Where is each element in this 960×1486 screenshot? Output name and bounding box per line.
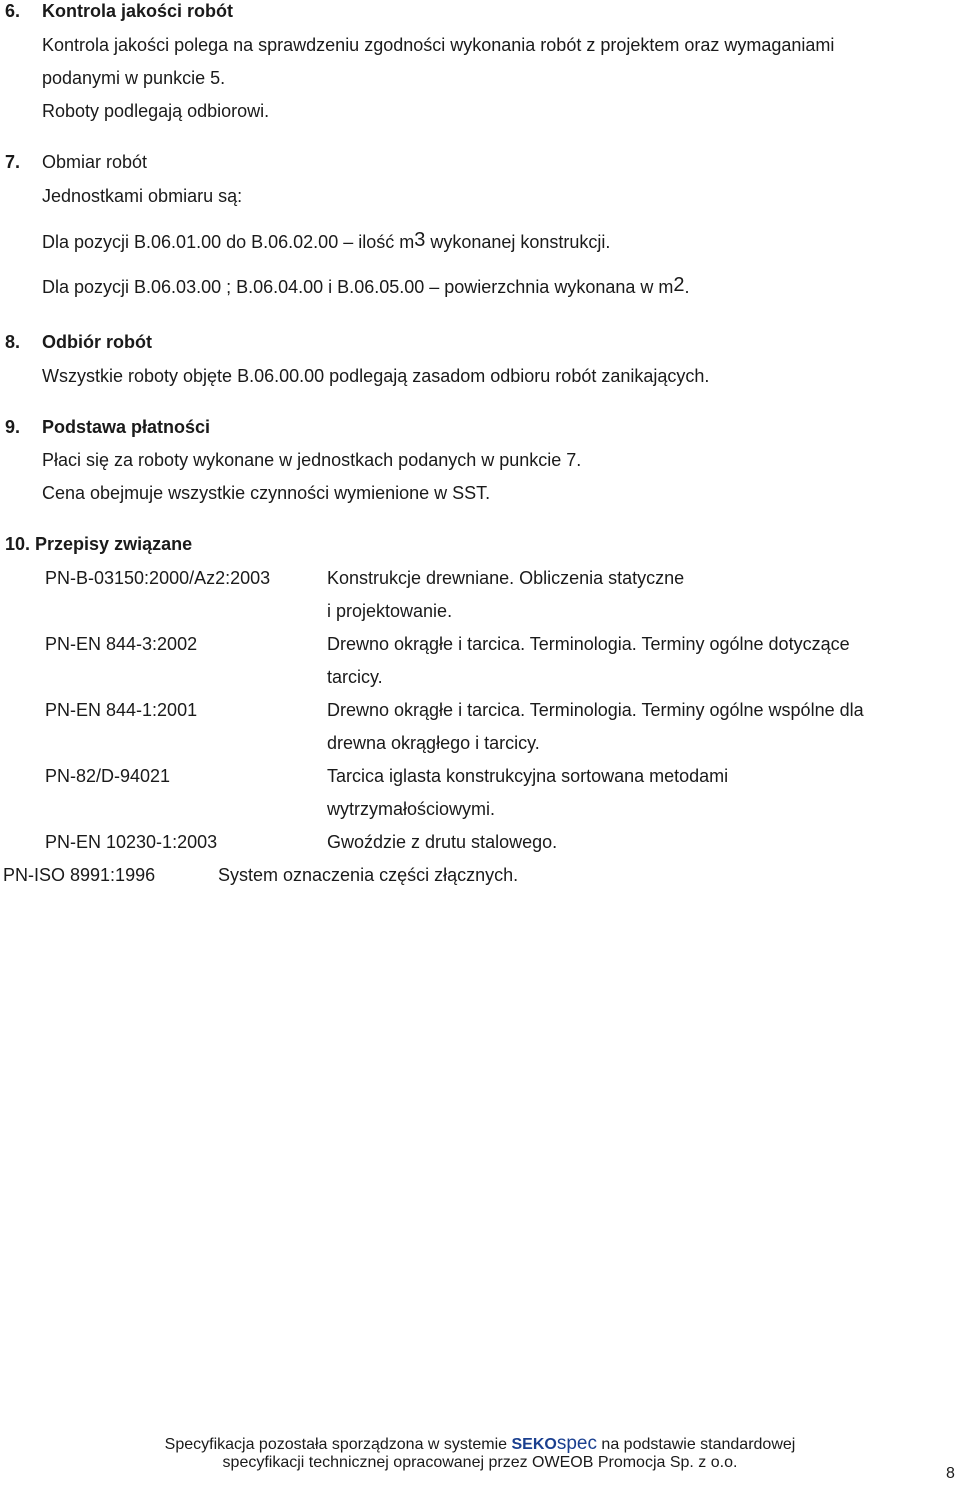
unit-superscript: 2 (673, 274, 685, 296)
ref-description: Tarcica iglasta konstrukcyjna sortowana metodami (327, 766, 729, 786)
section-title: Obmiar robót (42, 152, 148, 172)
section-number: 9. (5, 417, 21, 437)
footer (0, 1435, 960, 1472)
section-10-heading: 10. Przepisy związane (5, 534, 193, 554)
sekospec-logo-bold: SEKO (511, 1436, 557, 1453)
unit-text-after: wykonanej konstrukcji. (425, 232, 611, 252)
unit-line-2 (42, 276, 690, 298)
unit-superscript: 3 (414, 229, 426, 251)
ref-code: PN-ISO 8991:1996 (3, 865, 156, 885)
sekospec-logo-light: spec (556, 1433, 597, 1454)
section-title: Kontrola jakości robót (42, 1, 234, 21)
unit-text: Dla pozycji B.06.03.00 ; B.06.04.00 i B.06.05.00 – powierzchnia wykonana w m (42, 277, 674, 297)
unit-line-1 (42, 231, 610, 253)
footer-line-1 (0, 1435, 960, 1454)
footer-text: na podstawie standardowej (596, 1436, 796, 1453)
ref-description: Gwoździe z drutu stalowego. (327, 832, 558, 852)
ref-description: Konstrukcje drewniane. Obliczenia statyczne (327, 568, 685, 588)
paragraph: Kontrola jakości polega na sprawdzeniu zgodności wykonania robót z projektem oraz wymaganiami (42, 35, 835, 55)
ref-description: Drewno okrągłe i tarcica. Terminologia. Terminy ogólne dotyczące (327, 634, 850, 654)
paragraph: Cena obejmuje wszystkie czynności wymienione w SST. (42, 483, 491, 503)
ref-description-cont: wytrzymałościowymi. (327, 799, 496, 819)
section-title: Podstawa płatności (42, 417, 211, 437)
section-number: 6. (5, 1, 21, 21)
ref-description: Drewno okrągłe i tarcica. Terminologia. Terminy ogólne wspólne dla (327, 700, 864, 720)
ref-description-cont: i projektowanie. (327, 601, 453, 621)
unit-text: Dla pozycji B.06.01.00 do B.06.02.00 – ilość m (42, 232, 415, 252)
paragraph: podanymi w punkcie 5. (42, 68, 226, 88)
ref-code: PN-B-03150:2000/Az2:2003 (45, 568, 271, 588)
ref-code: PN-EN 844-3:2002 (45, 634, 198, 654)
page-number: 8 (946, 1465, 955, 1482)
footer-text: Specyfikacja pozostała sporządzona w systemie (164, 1436, 512, 1453)
ref-code: PN-EN 844-1:2001 (45, 700, 198, 720)
section-number: 7. (5, 152, 21, 172)
paragraph: Wszystkie roboty objęte B.06.00.00 podlegają zasadom odbioru robót zanikających. (42, 366, 710, 386)
ref-description: System oznaczenia części złącznych. (218, 865, 519, 885)
section-number: 8. (5, 332, 21, 352)
unit-text-after: . (684, 277, 690, 297)
footer-line-2: specyfikacji technicznej opracowanej przez OWEOB Promocja Sp. z o.o. (222, 1454, 738, 1471)
paragraph: Płaci się za roboty wykonane w jednostkach podanych w punkcie 7. (42, 450, 582, 470)
ref-code: PN-82/D-94021 (45, 766, 171, 786)
paragraph: Roboty podlegają odbiorowi. (42, 101, 270, 121)
paragraph: Jednostkami obmiaru są: (42, 186, 243, 206)
ref-description-cont: drewna okrągłego i tarcicy. (327, 733, 540, 753)
ref-description-cont: tarcicy. (327, 667, 383, 687)
ref-code: PN-EN 10230-1:2003 (45, 832, 218, 852)
section-title: Odbiór robót (42, 332, 152, 352)
